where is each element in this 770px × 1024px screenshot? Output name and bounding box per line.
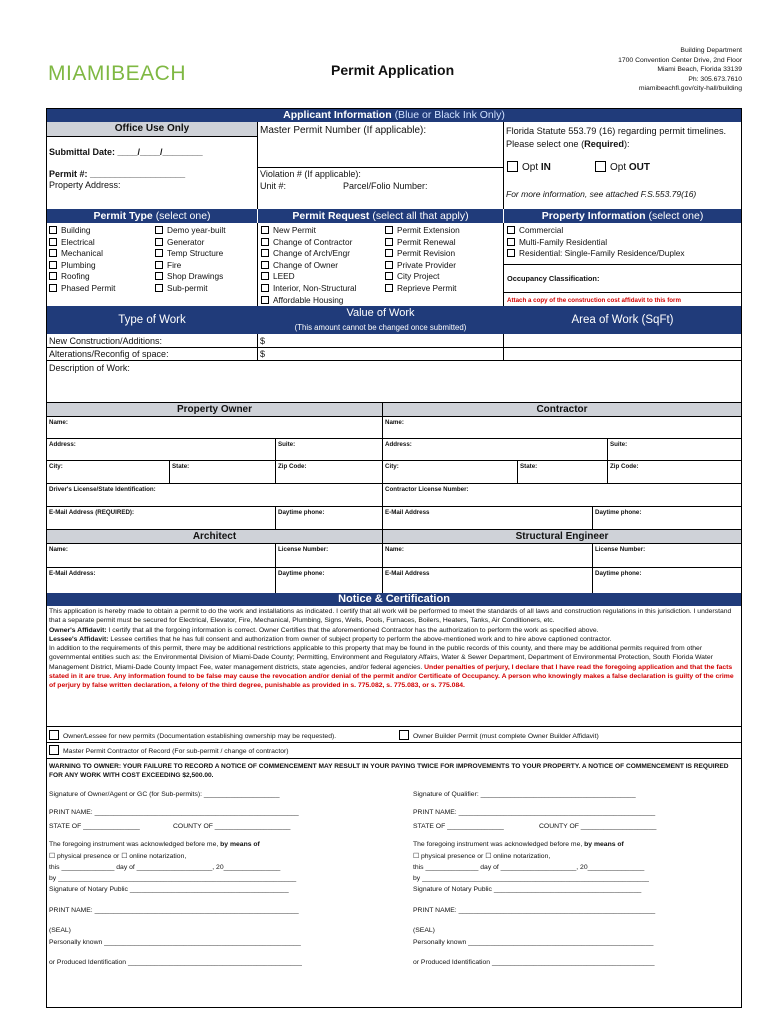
affidavit-note: Attach a copy of the construction cost affidavit to this form [507, 297, 681, 304]
print-name-right[interactable]: PRINT NAME: ____________________________________________________ [413, 809, 656, 816]
perjury-warning: Under penalties of perjury, I declare that I have read the foregoing application and that the facts stated in it are true. Any information found to be false may cause the revocation and/or denial of the permit and/or Certificate of Occupancy. A person who knowingly makes a false declaration is guilty of the crime of perjury by false written declaration, a felony of the third degree, punishable as provided in s. 775.082, s. 775.083, or s. 775.084. [49, 663, 734, 690]
permit-type-option[interactable]: Temp Structure [155, 248, 226, 260]
contractor-zip[interactable]: Zip Code: [610, 463, 639, 470]
permit-request-option[interactable]: LEED [261, 271, 356, 283]
notice-commencement-warning: WARNING TO OWNER: YOUR FAILURE TO RECORD A NOTICE OF COMMENCEMENT MAY RESULT IN YOUR PAYING TWICE FOR IMPROVEMENTS TO YOUR PROPERTY. A NOTICE OF COMMENCEMENT IS REQUIRED FOR ANY WORK WITH COST EXCEEDING $2,500.00. [49, 763, 729, 780]
permit-type-option[interactable]: Generator [155, 237, 226, 249]
owner-address[interactable]: Address: [49, 441, 76, 448]
permit-form [46, 108, 742, 1008]
seal-left: (SEAL) [49, 927, 71, 934]
notary-left[interactable]: Signature of Notary Public __________________________________________ [49, 886, 289, 893]
permit-type-option[interactable]: Roofing [49, 271, 115, 283]
architect-header: Architect [47, 530, 382, 543]
contractor-phone[interactable]: Daytime phone: [595, 509, 642, 516]
seal-right: (SEAL) [413, 927, 435, 934]
property-info-title: Property Information [541, 210, 646, 222]
dept-line: Ph: 305.673.7610 [688, 75, 742, 83]
ack-left: The foregoing instrument was acknowledged before me, by means of [49, 841, 260, 848]
permit-type-col2 [155, 225, 226, 295]
applicant-bar-title: Applicant Information [283, 109, 392, 121]
permit-type-option[interactable]: Phased Permit [49, 283, 115, 295]
permit-request-col2 [385, 225, 460, 295]
signature-owner[interactable]: Signature of Owner/Agent or GC (for Sub-permits): ____________________ [49, 791, 280, 798]
opt-out-bold: OUT [628, 162, 651, 173]
notice-p2: In addition to the requirements of this permit, there may be additional restrictions applicable to this property that may be found in the public records of this county, and there may be additional permits required from other governmental entities such as: the Environmental Division of Miami-Dade County; Permitting, Environment and Regulatory Affairs, Water & Sewer Department, Department of Environmental Protection, South Florida Water Management District, Miami-Dade County Impact Fee, water management districts, state agencies, and/or federal agencies. [49, 645, 713, 671]
known-right[interactable]: Personally known _________________________________________________ [413, 939, 654, 946]
engineer-license[interactable]: License Number: [595, 546, 646, 553]
permit-type-option[interactable]: Mechanical [49, 248, 115, 260]
applicant-info-bar [47, 109, 741, 122]
permit-request-option[interactable]: Affordable Housing [261, 295, 356, 307]
statute-end: ): [623, 139, 630, 149]
value-of-work-title: Value of Work [346, 307, 415, 319]
statute-main: Florida Statute 553.79 (16) regarding permit timelines. Please select one ( [506, 126, 727, 149]
opt-in-bold: IN [540, 162, 551, 173]
contractor-address[interactable]: Address: [385, 441, 412, 448]
opt-out-checkbox[interactable] [595, 161, 650, 173]
owner-header: Property Owner [47, 403, 382, 416]
more-info-note: For more information, see attached F.S.553.79(16) [506, 189, 697, 199]
opt-in-box[interactable] [507, 161, 518, 172]
permit-type-title: Permit Type [93, 210, 153, 222]
dept-line: Miami Beach, Florida 33139 [657, 66, 742, 74]
permit-type-sub: (select one) [155, 210, 211, 222]
department-address [522, 46, 742, 94]
permit-request-option[interactable]: Change of Owner [261, 260, 356, 272]
permit-request-option[interactable]: City Project [385, 271, 460, 283]
architect-phone[interactable]: Daytime phone: [278, 570, 325, 577]
owner-email[interactable]: E-Mail Address (REQUIRED): [49, 509, 135, 516]
county-right[interactable]: COUNTY OF ____________________ [539, 823, 657, 830]
architect-name[interactable]: Name: [49, 546, 68, 553]
property-address-label: Property Address: [49, 180, 121, 190]
permit-request-option[interactable]: Permit Renewal [385, 237, 460, 249]
permit-type-option[interactable]: Fire [155, 260, 226, 272]
alterations-value[interactable]: $ [260, 349, 266, 359]
opt-in-checkbox[interactable] [507, 161, 551, 173]
property-info-sub: (select one) [648, 210, 704, 222]
by-left[interactable]: by _______________________________________________________________ [49, 875, 297, 882]
permit-request-bar [258, 209, 503, 223]
permit-type-option[interactable]: Sub-permit [155, 283, 226, 295]
unit-label: Unit #: [260, 181, 287, 191]
opt-out-label: Opt [610, 162, 629, 173]
occupancy-label: Occupancy Classification: [507, 274, 600, 283]
owner-license[interactable]: Driver's License/State Identification: [49, 486, 156, 493]
value-of-work-sub: (This amount cannot be changed once submitted) [294, 323, 467, 332]
contractor-email[interactable]: E-Mail Address [385, 509, 430, 516]
engineer-email[interactable]: E-Mail Address [385, 570, 430, 577]
owner-affidavit-text: I certify that all the forgoing information is correct. Owner Certifies that the aforementioned Contractor has the authorization to perform the work as specified above. [106, 626, 599, 634]
permit-request-option[interactable]: Private Provider [385, 260, 460, 272]
permit-number-field[interactable]: Permit #: ___________________ [49, 169, 186, 179]
notary-right[interactable]: Signature of Notary Public _______________________________________ [413, 886, 642, 893]
permit-request-sub: (select all that apply) [372, 210, 469, 222]
notice-bar: Notice & Certification [47, 593, 741, 606]
engineer-header: Structural Engineer [383, 530, 741, 543]
owner-city[interactable]: City: [49, 463, 63, 470]
dept-line: 1700 Convention Center Drive, 2nd Floor [618, 56, 742, 64]
permit-request-option[interactable]: Reprieve Permit [385, 283, 460, 295]
state-right[interactable]: STATE OF _______________ [413, 823, 504, 830]
county-left[interactable]: COUNTY OF ____________________ [173, 823, 291, 830]
violation-label: Violation # (If applicable): [260, 169, 361, 179]
folio-label: Parcel/Folio Number: [343, 181, 428, 191]
master-contractor-label: Master Permit Contractor of Record (For sub-permit / change of contractor) [63, 748, 289, 755]
permit-type-option[interactable]: Shop Drawings [155, 271, 226, 283]
owner-builder-checkbox[interactable] [399, 730, 599, 740]
permit-request-option[interactable]: Permit Revision [385, 248, 460, 260]
permit-request-option[interactable]: Interior, Non-Structural [261, 283, 356, 295]
property-info-option[interactable]: Commercial [507, 225, 685, 237]
opt-out-box[interactable] [595, 161, 606, 172]
print-name2-right[interactable]: PRINT NAME: ____________________________________________________ [413, 907, 656, 914]
new-construction-value[interactable]: $ [260, 336, 266, 346]
property-info-bar [504, 209, 741, 223]
applicant-bar-sub: (Blue or Black Ink Only) [394, 109, 505, 121]
print-name2-left[interactable]: PRINT NAME: ______________________________________________________ [49, 907, 299, 914]
area-of-work-title: Area of Work (SqFt) [571, 314, 674, 326]
alterations-label: Alterations/Reconfig of space: [49, 349, 169, 359]
permit-type-option[interactable]: Electrical [49, 237, 115, 249]
contractor-suite[interactable]: Suite: [610, 441, 628, 448]
statute-text [506, 125, 738, 151]
description-label[interactable]: Description of Work: [49, 363, 130, 373]
owner-zip[interactable]: Zip Code: [278, 463, 307, 470]
this-day-right[interactable]: this ______________ day of ____________________, 20_______________ [413, 864, 645, 871]
owner-name[interactable]: Name: [49, 419, 68, 426]
produced-right[interactable]: or Produced Identification ___________________________________________ [413, 959, 655, 966]
by-right[interactable]: by ____________________________________________________________ [413, 875, 649, 882]
permit-request-col1 [261, 225, 356, 306]
permit-request-option[interactable]: Permit Extension [385, 225, 460, 237]
owner-builder-label: Owner Builder Permit (must complete Owner Builder Affidavit) [413, 733, 599, 740]
notice-p1: This application is hereby made to obtain a permit to do the work and installations as indicated. I certify that all work will be performed to meet the standards of all laws and construction regulations in this jurisdiction. I understand that a separate permit must be secured for Electrical, Elevator, Fire, Mechanical, Plumbing, Signs, Wells, Pools, Furnaces, Boilers, Heaters, Tanks, Air Conditioners, etc. [49, 608, 732, 625]
permit-type-option[interactable]: Plumbing [49, 260, 115, 272]
lessee-affidavit-label: Lessee's Affidavit: [49, 635, 109, 643]
property-info-option[interactable]: Residential: Single-Family Residence/Duplex [507, 248, 685, 260]
contractor-header: Contractor [383, 403, 741, 416]
architect-license[interactable]: License Number: [278, 546, 329, 553]
permit-type-bar [47, 209, 257, 223]
permit-request-option[interactable]: Change of Arch/Engr [261, 248, 356, 260]
notice-paragraph [49, 607, 739, 691]
statute-required: Required [584, 139, 624, 149]
owner-lessee-label: Owner/Lessee for new permits (Documentation establishing ownership may be requested). [63, 733, 337, 740]
owner-affidavit-label: Owner's Affidavit: [49, 626, 107, 634]
property-info-option[interactable]: Multi-Family Residential [507, 237, 685, 249]
submittal-date[interactable]: Submittal Date: ____/____/________ [49, 147, 203, 157]
property-info-options [507, 225, 685, 260]
master-contractor-checkbox[interactable] [49, 745, 289, 755]
lessee-affidavit-text: Lessee certifies that he has full consent and authorization from owner of subject property to perform the above-mentioned work and to hire above captioned contractor. [108, 635, 612, 643]
contractor-city[interactable]: City: [385, 463, 399, 470]
means-left[interactable]: ☐ physical presence or ☐ online notarization, [49, 853, 187, 860]
owner-phone[interactable]: Daytime phone: [278, 509, 325, 516]
new-construction-label: New Construction/Additions: [49, 336, 163, 346]
permit-request-option[interactable]: New Permit [261, 225, 356, 237]
dept-line: Building Department [680, 47, 742, 54]
this-day-left[interactable]: this ______________ day of ____________________, 20_______________ [49, 864, 281, 871]
owner-suite[interactable]: Suite: [278, 441, 296, 448]
opt-in-label: Opt [522, 162, 541, 173]
permit-type-option[interactable]: Building [49, 225, 115, 237]
contractor-state[interactable]: State: [520, 463, 538, 470]
contractor-license[interactable]: Contractor License Number: [385, 486, 469, 493]
permit-request-option[interactable]: Change of Contractor [261, 237, 356, 249]
type-of-work-title: Type of Work [118, 314, 186, 326]
print-name-left[interactable]: PRINT NAME: ______________________________________________________ [49, 809, 299, 816]
contractor-name[interactable]: Name: [385, 419, 404, 426]
produced-left[interactable]: or Produced Identification ______________________________________________ [49, 959, 302, 966]
office-use-header: Office Use Only [47, 122, 257, 136]
state-left[interactable]: STATE OF _______________ [49, 823, 140, 830]
miami-beach-logo: MIAMIBEACH [48, 62, 187, 85]
architect-email[interactable]: E-Mail Address: [49, 570, 96, 577]
means-right[interactable]: ☐ physical presence or ☐ online notarization, [413, 853, 551, 860]
permit-type-option[interactable]: Demo year-built [155, 225, 226, 237]
engineer-phone[interactable]: Daytime phone: [595, 570, 642, 577]
engineer-name[interactable]: Name: [385, 546, 404, 553]
ack-right: The foregoing instrument was acknowledged before me, by means of [413, 841, 624, 848]
master-permit-label: Master Permit Number (If applicable): [260, 125, 427, 136]
signature-qualifier[interactable]: Signature of Qualifier: _________________________________________ [413, 791, 636, 798]
permit-type-col1 [49, 225, 115, 295]
known-left[interactable]: Personally known ____________________________________________________ [49, 939, 301, 946]
owner-state[interactable]: State: [172, 463, 190, 470]
owner-lessee-checkbox[interactable] [49, 730, 336, 740]
dept-line: miamibeachfl.gov/city-hall/building [638, 85, 742, 93]
page-title: Permit Application [331, 62, 455, 78]
permit-request-title: Permit Request [292, 210, 370, 222]
